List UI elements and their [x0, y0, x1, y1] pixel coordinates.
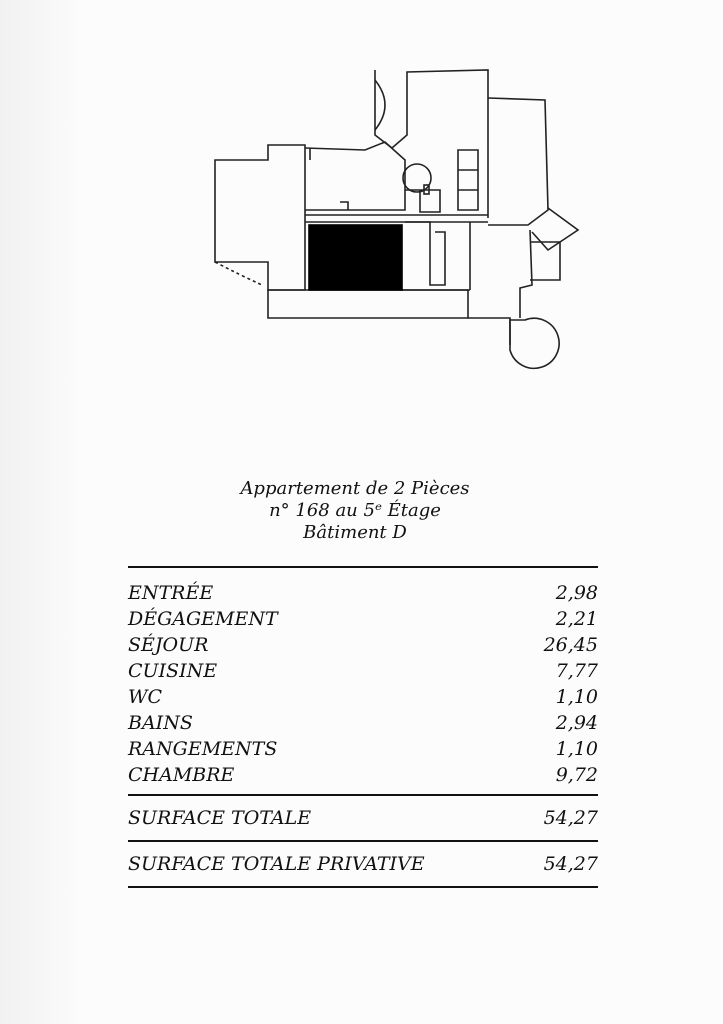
room-row-sejour [128, 632, 598, 658]
room-name: CUISINE [128, 660, 218, 682]
plan-right-diagonal [532, 208, 578, 250]
caption-number-floor: n° 168 au 5ᵉ Étage [269, 500, 441, 521]
plan-highlighted-room [309, 225, 402, 290]
room-list [128, 568, 598, 794]
caption-building: Bâtiment D [303, 522, 407, 543]
room-row-rangements [128, 736, 598, 762]
surface-privative-label: SURFACE TOTALE PRIVATIVE [128, 853, 425, 875]
room-area: 2,98 [555, 582, 598, 604]
plan-right-column [520, 230, 532, 318]
caption-type: Appartement de 2 Pièces [240, 478, 470, 499]
room-row-wc [128, 684, 598, 710]
room-name: BAINS [128, 712, 193, 734]
room-area: 1,10 [555, 686, 598, 708]
room-area: 9,72 [555, 764, 598, 786]
room-row-entree [128, 580, 598, 606]
room-area: 1,10 [555, 738, 598, 760]
surface-privative-value: 54,27 [543, 853, 598, 875]
plan-right-upper-room [488, 98, 548, 225]
room-row-chambre [128, 762, 598, 788]
surface-privative-row [128, 842, 598, 886]
surface-totale-value: 54,27 [543, 807, 598, 829]
room-area: 26,45 [543, 634, 598, 656]
room-name: ENTRÉE [128, 582, 214, 604]
plan-bottom-band [268, 290, 468, 318]
surface-totale-label: SURFACE TOTALE [128, 807, 312, 829]
page-edge [0, 0, 78, 1024]
room-name: SÉJOUR [128, 634, 209, 656]
plan-top-room [375, 70, 488, 218]
floor-plan [200, 60, 590, 380]
plan-middle-room [305, 142, 405, 210]
plan-round-room [510, 318, 559, 368]
room-area: 2,21 [555, 608, 598, 630]
plan-small-round [403, 164, 431, 192]
room-row-cuisine [128, 658, 598, 684]
apartment-caption [190, 478, 520, 544]
plan-top-arc [375, 80, 385, 130]
room-name: DÉGAGEMENT [128, 608, 278, 630]
room-name: RANGEMENTS [128, 738, 278, 760]
room-name: CHAMBRE [128, 764, 235, 786]
room-row-bains [128, 710, 598, 736]
room-name: WC [128, 686, 163, 708]
room-area: 2,94 [555, 712, 598, 734]
surface-totale-row [128, 796, 598, 840]
room-area: 7,77 [555, 660, 598, 682]
surface-table [128, 566, 598, 888]
room-row-degagement [128, 606, 598, 632]
table-bottom-rule [128, 886, 598, 888]
